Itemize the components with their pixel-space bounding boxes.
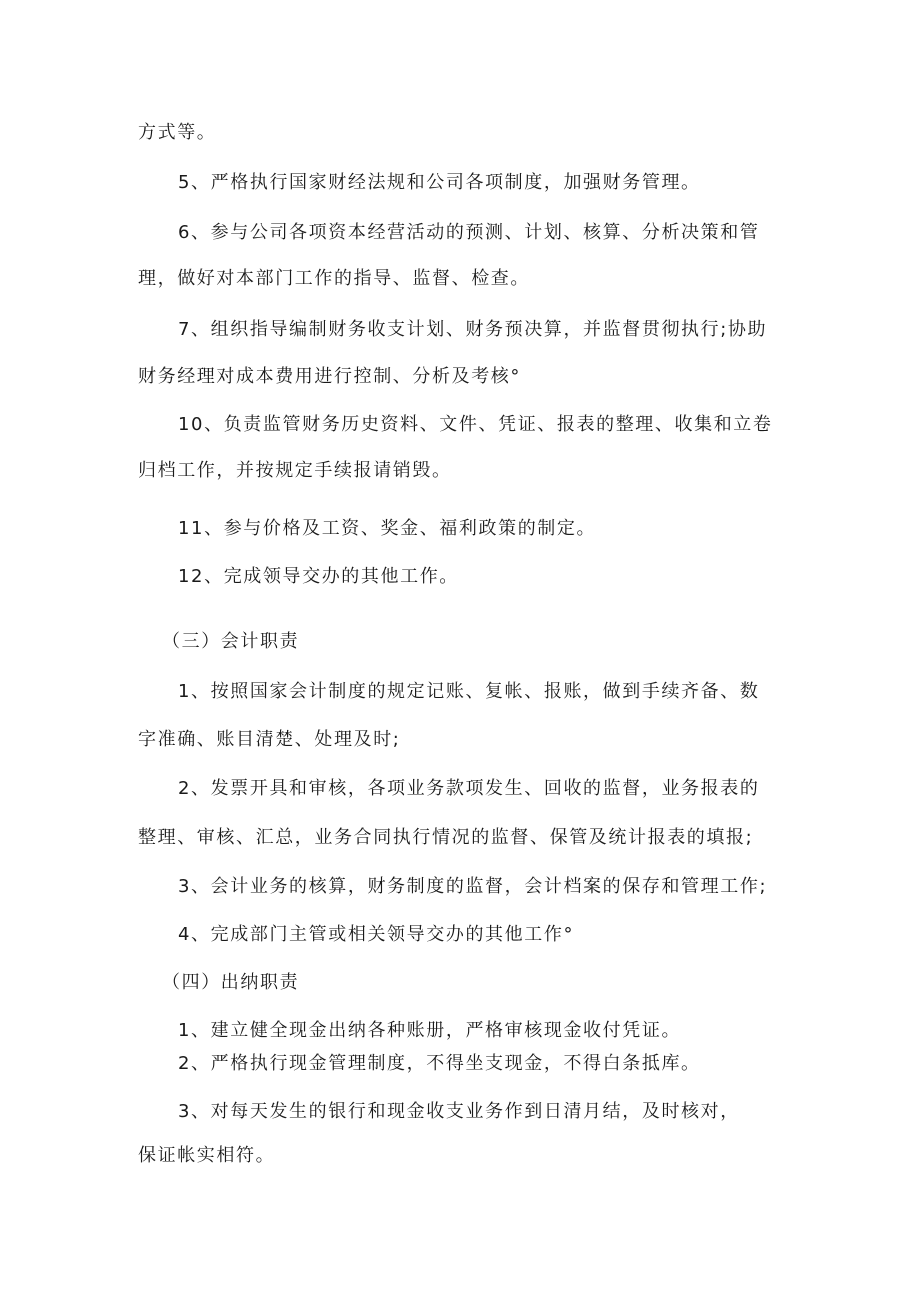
- paragraph-line: 3、对每天发生的银行和现金收支业务作到日清月结，及时核对，: [178, 1101, 740, 1122]
- paragraph-line: 理，做好对本部门工作的指导、监督、检查。: [138, 268, 530, 289]
- paragraph-line: 4、完成部门主管或相关领导交办的其他工作°: [178, 924, 575, 945]
- paragraph-line: 2、严格执行现金管理制度，不得坐支现金，不得白条抵库。: [178, 1053, 701, 1074]
- paragraph-line: 1、按照国家会计制度的规定记账、复帐、报账，做到手续齐备、数: [178, 681, 760, 702]
- paragraph-line: 方式等。: [138, 122, 217, 143]
- section-heading-cashier: （四）出纳职责: [162, 972, 300, 993]
- paragraph-line: 归档工作，并按规定手续报请销毁。: [138, 460, 452, 481]
- paragraph-line: 1、建立健全现金出纳各种账册，严格审核现金收付凭证。: [178, 1020, 682, 1041]
- paragraph-line: 保证帐实相符。: [138, 1145, 276, 1166]
- paragraph-line: 6、参与公司各项资本经营活动的预测、计划、核算、分析决策和管: [178, 222, 760, 243]
- paragraph-line: 3、会计业务的核算，财务制度的监督，会计档案的保存和管理工作;: [178, 876, 768, 897]
- paragraph-line: 10、负责监管财务历史资料、文件、凭证、报表的整理、收集和立卷: [178, 414, 773, 435]
- paragraph-line: 整理、审核、汇总，业务合同执行情况的监督、保管及统计报表的填报;: [138, 827, 754, 848]
- paragraph-line: 财务经理对成本费用进行控制、分析及考核°: [138, 366, 521, 387]
- paragraph-line: 2、发票开具和审核，各项业务款项发生、回收的监督，业务报表的: [178, 778, 760, 799]
- paragraph-line: 11、参与价格及工资、奖金、福利政策的制定。: [178, 518, 597, 539]
- paragraph-line: 5、严格执行国家财经法规和公司各项制度，加强财务管理。: [178, 172, 701, 193]
- paragraph-line: 7、组织指导编制财务收支计划、财务预决算，并监督贯彻执行;协助: [178, 319, 768, 340]
- paragraph-line: 字准确、账目清楚、处理及时;: [138, 729, 401, 750]
- section-heading-accountant: （三）会计职责: [162, 631, 300, 652]
- paragraph-line: 12、完成领导交办的其他工作。: [178, 566, 459, 587]
